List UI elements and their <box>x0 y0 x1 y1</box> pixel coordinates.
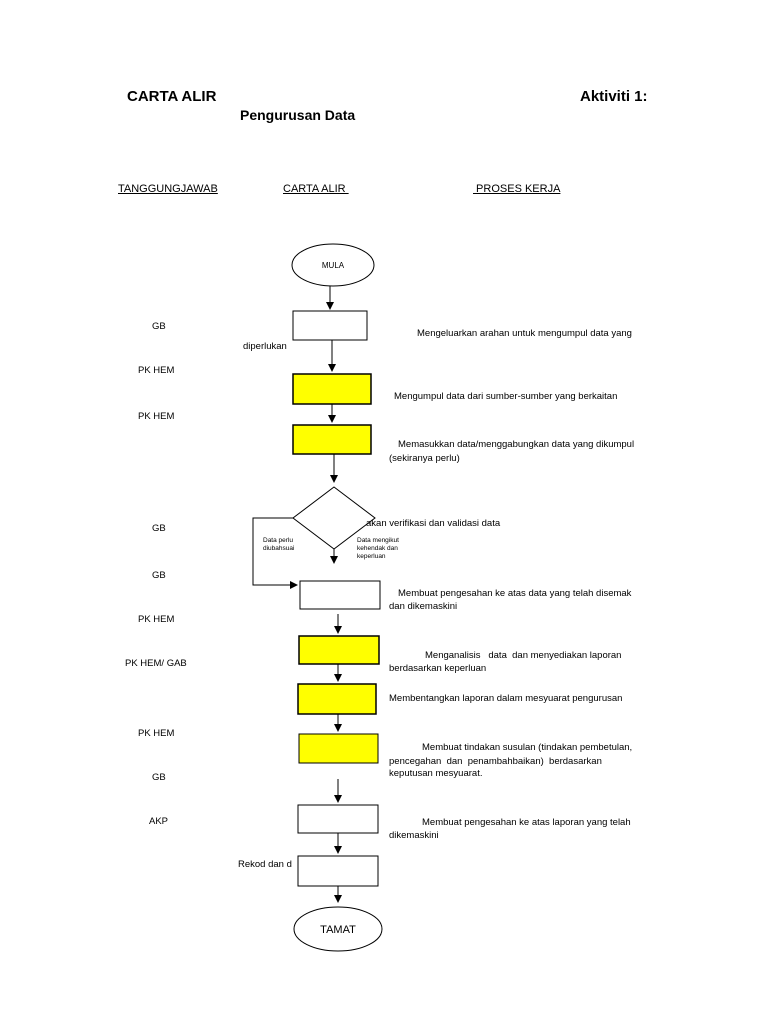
process-box-1 <box>293 311 367 340</box>
responsibility-item: GB <box>152 321 166 332</box>
process-step-7: Membentangkan laporan dalam mesyuarat pengurusan <box>389 693 623 704</box>
process-step-8: Membuat tindakan susulan (tindakan pembetulan, <box>422 742 633 753</box>
process-box-10 <box>298 856 378 886</box>
process-step-9: Membuat pengesahan ke atas laporan yang telah <box>422 817 631 828</box>
process-step-5-continued: dan dikemaskini <box>389 601 458 612</box>
responsibility-item: PK HEM/ GAB <box>125 658 187 669</box>
process-step-1-continued: diperlukan <box>243 341 287 352</box>
page-subtitle: Pengurusan Data <box>240 107 356 123</box>
decision-note-left: Data perlu diubahsuai <box>263 537 295 552</box>
process-step-1: Mengeluarkan arahan untuk mengumpul data yang <box>417 328 632 339</box>
process-step-2: Mengumpul data dari sumber-sumber yang berkaitan <box>394 391 618 402</box>
column-header-responsibility: TANGGUNGJAWAB <box>118 183 218 195</box>
process-step-3: Memasukkan data/menggabungkan data yang dikumpul <box>398 439 635 450</box>
end-terminal-label: TAMAT <box>320 924 356 936</box>
process-step-6-continued: berdasarkan keperluan <box>389 663 487 674</box>
process-box-5 <box>300 581 380 609</box>
column-header-process: PROSES KERJA <box>473 183 561 195</box>
process-step-5: Membuat pengesahan ke atas data yang telah disemak <box>398 588 632 599</box>
process-box-9 <box>298 805 378 833</box>
column-header-flowchart: CARTA ALIR <box>283 183 349 195</box>
responsibility-item: PK HEM <box>138 728 175 739</box>
responsibility-item: GB <box>152 523 166 534</box>
process-box-2 <box>293 374 371 404</box>
responsibility-item: AKP <box>149 816 169 827</box>
process-box-7 <box>298 684 376 714</box>
responsibility-item: PK HEM <box>138 365 175 376</box>
process-box-8 <box>299 734 378 763</box>
process-box-6 <box>299 636 379 664</box>
responsibility-item: PK HEM <box>138 411 175 422</box>
responsibility-item: GB <box>152 570 166 581</box>
process-step-6: Menganalisis data dan menyediakan laporan <box>425 650 622 661</box>
start-terminal-label: MULA <box>321 261 345 270</box>
activity-label: Aktiviti 1: <box>580 88 648 105</box>
process-box-3 <box>293 425 371 454</box>
process-step-4: akan verifikasi dan validasi data <box>366 518 501 529</box>
process-step-8-continued: keputusan mesyuarat. <box>389 768 483 779</box>
process-step-9-continued: dikemaskini <box>389 830 439 841</box>
decision-note-right: Data mengikut kehendak dan keperluan <box>357 537 399 560</box>
process-step-8-continued: pencegahan dan penambahbaikan) berdasarkan <box>389 756 602 767</box>
responsibility-item: PK HEM <box>138 614 175 625</box>
process-step-10: Rekod dan d <box>238 859 292 870</box>
responsibility-item: GB <box>152 772 166 783</box>
process-step-3-continued: (sekiranya perlu) <box>389 453 460 464</box>
page-title: CARTA ALIR <box>127 88 217 105</box>
